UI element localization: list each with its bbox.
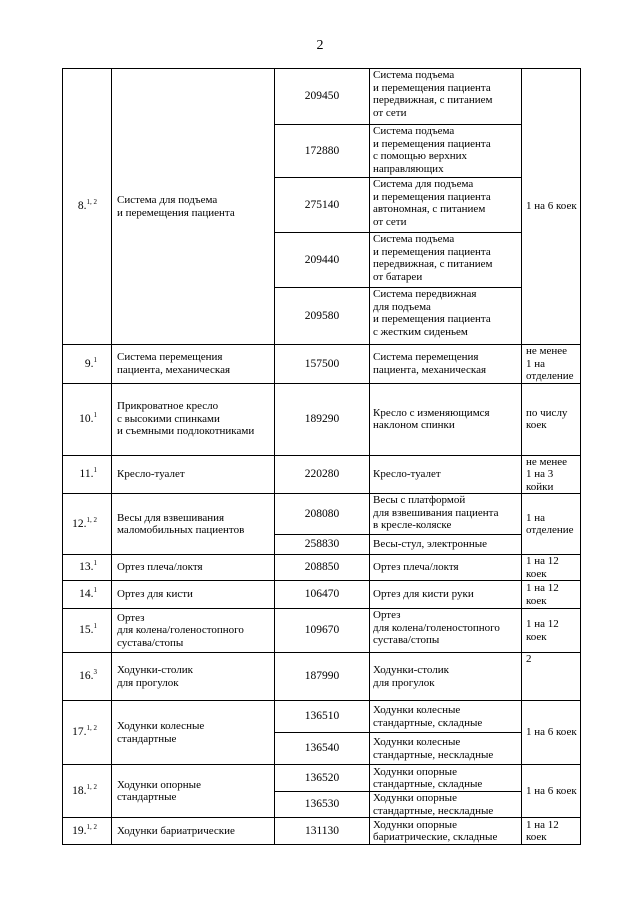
item-description: Весы с платформой для взвешивания пациента в кресле-коляске [370, 494, 522, 535]
table-row [63, 555, 581, 581]
item-code: 209440 [275, 233, 370, 288]
item-code: 136510 [275, 701, 370, 733]
page-number: 2 [316, 38, 324, 53]
item-quantity: 1 на отделение [522, 494, 581, 555]
item-description: Ходунки колесные стандартные, нескладные [370, 733, 522, 765]
item-description: Ходунки-столик для прогулок [370, 653, 522, 701]
item-description: Кресло-туалет [370, 455, 522, 494]
equipment-table [62, 68, 581, 845]
item-description: Система перемещения пациента, механическая [370, 345, 522, 384]
item-quantity: 1 на 12 коек [522, 818, 581, 845]
item-number: 13.$^1$ [63, 555, 112, 581]
item-description: Система передвижная для подъема и перемещения пациента с жестким сиденьем [370, 288, 522, 345]
item-code: 172880 [275, 125, 370, 178]
item-name: Система для подъема и перемещения пациента [112, 69, 275, 345]
item-code: 189290 [275, 383, 370, 455]
item-name: Весы для взвешивания маломобильных пациентов [112, 494, 275, 555]
item-description: Система для подъема и перемещения пациента автономная, с питанием от сети [370, 178, 522, 233]
item-description: Система подъема и перемещения пациента с помощью верхних направляющих [370, 125, 522, 178]
item-number: 12.$^{1, 2}$ [63, 494, 112, 555]
footnote-ref: 1 [93, 466, 97, 475]
item-code: 109670 [275, 609, 370, 653]
item-code: 136520 [275, 765, 370, 792]
item-number: 15.$^1$ [63, 609, 112, 653]
footnote-ref: 1, 2 [86, 515, 97, 524]
item-number: 19.$^{1, 2}$ [63, 818, 112, 845]
item-description: Ходунки опорные стандартные, нескладные [370, 792, 522, 818]
item-number: 16.$^3$ [63, 653, 112, 701]
item-quantity: 1 на 12 коек [522, 581, 581, 609]
footnote-ref: 3 [93, 668, 97, 677]
item-code: 187990 [275, 653, 370, 701]
item-quantity: 1 на 6 коек [522, 69, 581, 345]
item-code: 157500 [275, 345, 370, 384]
item-name: Ортез плеча/локтя [112, 555, 275, 581]
item-quantity: не менее 1 на отделение [522, 345, 581, 384]
item-quantity: 1 на 6 коек [522, 701, 581, 765]
item-name: Ортез для кисти [112, 581, 275, 609]
item-description: Ходунки опорные стандартные, складные [370, 765, 522, 792]
table-row [63, 455, 581, 494]
item-code: 136530 [275, 792, 370, 818]
item-description: Система подъема и перемещения пациента передвижная, с питанием от сети [370, 69, 522, 125]
item-description: Кресло с изменяющимся наклоном спинки [370, 383, 522, 455]
footnote-ref: 1 [93, 559, 97, 568]
footnote-ref: 1, 2 [86, 198, 97, 207]
item-number: 10.$^1$ [63, 383, 112, 455]
item-description: Ортез для колена/голеностопного сустава/стопы [370, 609, 522, 653]
item-name: Система перемещения пациента, механическая [112, 345, 275, 384]
footnote-ref: 1 [93, 355, 97, 364]
item-code: 208850 [275, 555, 370, 581]
item-code: 106470 [275, 581, 370, 609]
item-name: Ходунки-столик для прогулок [112, 653, 275, 701]
footnote-ref: 1, 2 [86, 822, 97, 831]
item-number: 17.$^{1, 2}$ [63, 701, 112, 765]
item-name: Ходунки колесные стандартные [112, 701, 275, 765]
footnote-ref: 1, 2 [86, 782, 97, 791]
item-description: Система подъема и перемещения пациента передвижная, с питанием от батареи [370, 233, 522, 288]
item-description: Весы-стул, электронные [370, 535, 522, 555]
item-quantity: по числу коек [522, 383, 581, 455]
footnote-ref: 1, 2 [86, 724, 97, 733]
item-number: 14.$^1$ [63, 581, 112, 609]
item-number: 8.$^{1, 2}$ [63, 69, 112, 345]
item-description: Ходунки колесные стандартные, складные [370, 701, 522, 733]
item-quantity: 2 [522, 653, 581, 701]
item-number: 11.$^1$ [63, 455, 112, 494]
table-row [63, 609, 581, 653]
item-name: Прикроватное кресло с высокими спинками и съемными подлокотниками [112, 383, 275, 455]
table-row [63, 581, 581, 609]
item-quantity: 1 на 12 коек [522, 609, 581, 653]
footnote-ref: 1 [93, 622, 97, 631]
table-row [63, 765, 581, 792]
table-row [63, 701, 581, 733]
item-quantity: не менее 1 на 3 койки [522, 455, 581, 494]
item-code: 208080 [275, 494, 370, 535]
item-quantity: 1 на 6 коек [522, 765, 581, 818]
item-code: 131130 [275, 818, 370, 845]
item-name: Ходунки бариатрические [112, 818, 275, 845]
footnote-ref: 1 [93, 410, 97, 419]
item-description: Ходунки опорные бариатрические, складные [370, 818, 522, 845]
item-code: 136540 [275, 733, 370, 765]
item-name: Ходунки опорные стандартные [112, 765, 275, 818]
table-row [63, 345, 581, 384]
item-code: 258830 [275, 535, 370, 555]
item-description: Ортез для кисти руки [370, 581, 522, 609]
item-code: 209580 [275, 288, 370, 345]
table-row [63, 69, 581, 125]
item-quantity: 1 на 12 коек [522, 555, 581, 581]
table-row [63, 383, 581, 455]
item-number: 18.$^{1, 2}$ [63, 765, 112, 818]
item-code: 209450 [275, 69, 370, 125]
item-code: 275140 [275, 178, 370, 233]
item-number: 9.$^1$ [63, 345, 112, 384]
footnote-ref: 1 [93, 586, 97, 595]
item-description: Ортез плеча/локтя [370, 555, 522, 581]
item-code: 220280 [275, 455, 370, 494]
table-row [63, 818, 581, 845]
item-name: Кресло-туалет [112, 455, 275, 494]
table-row [63, 653, 581, 701]
item-name: Ортез для колена/голеностопного сустава/стопы [112, 609, 275, 653]
table-row [63, 494, 581, 535]
